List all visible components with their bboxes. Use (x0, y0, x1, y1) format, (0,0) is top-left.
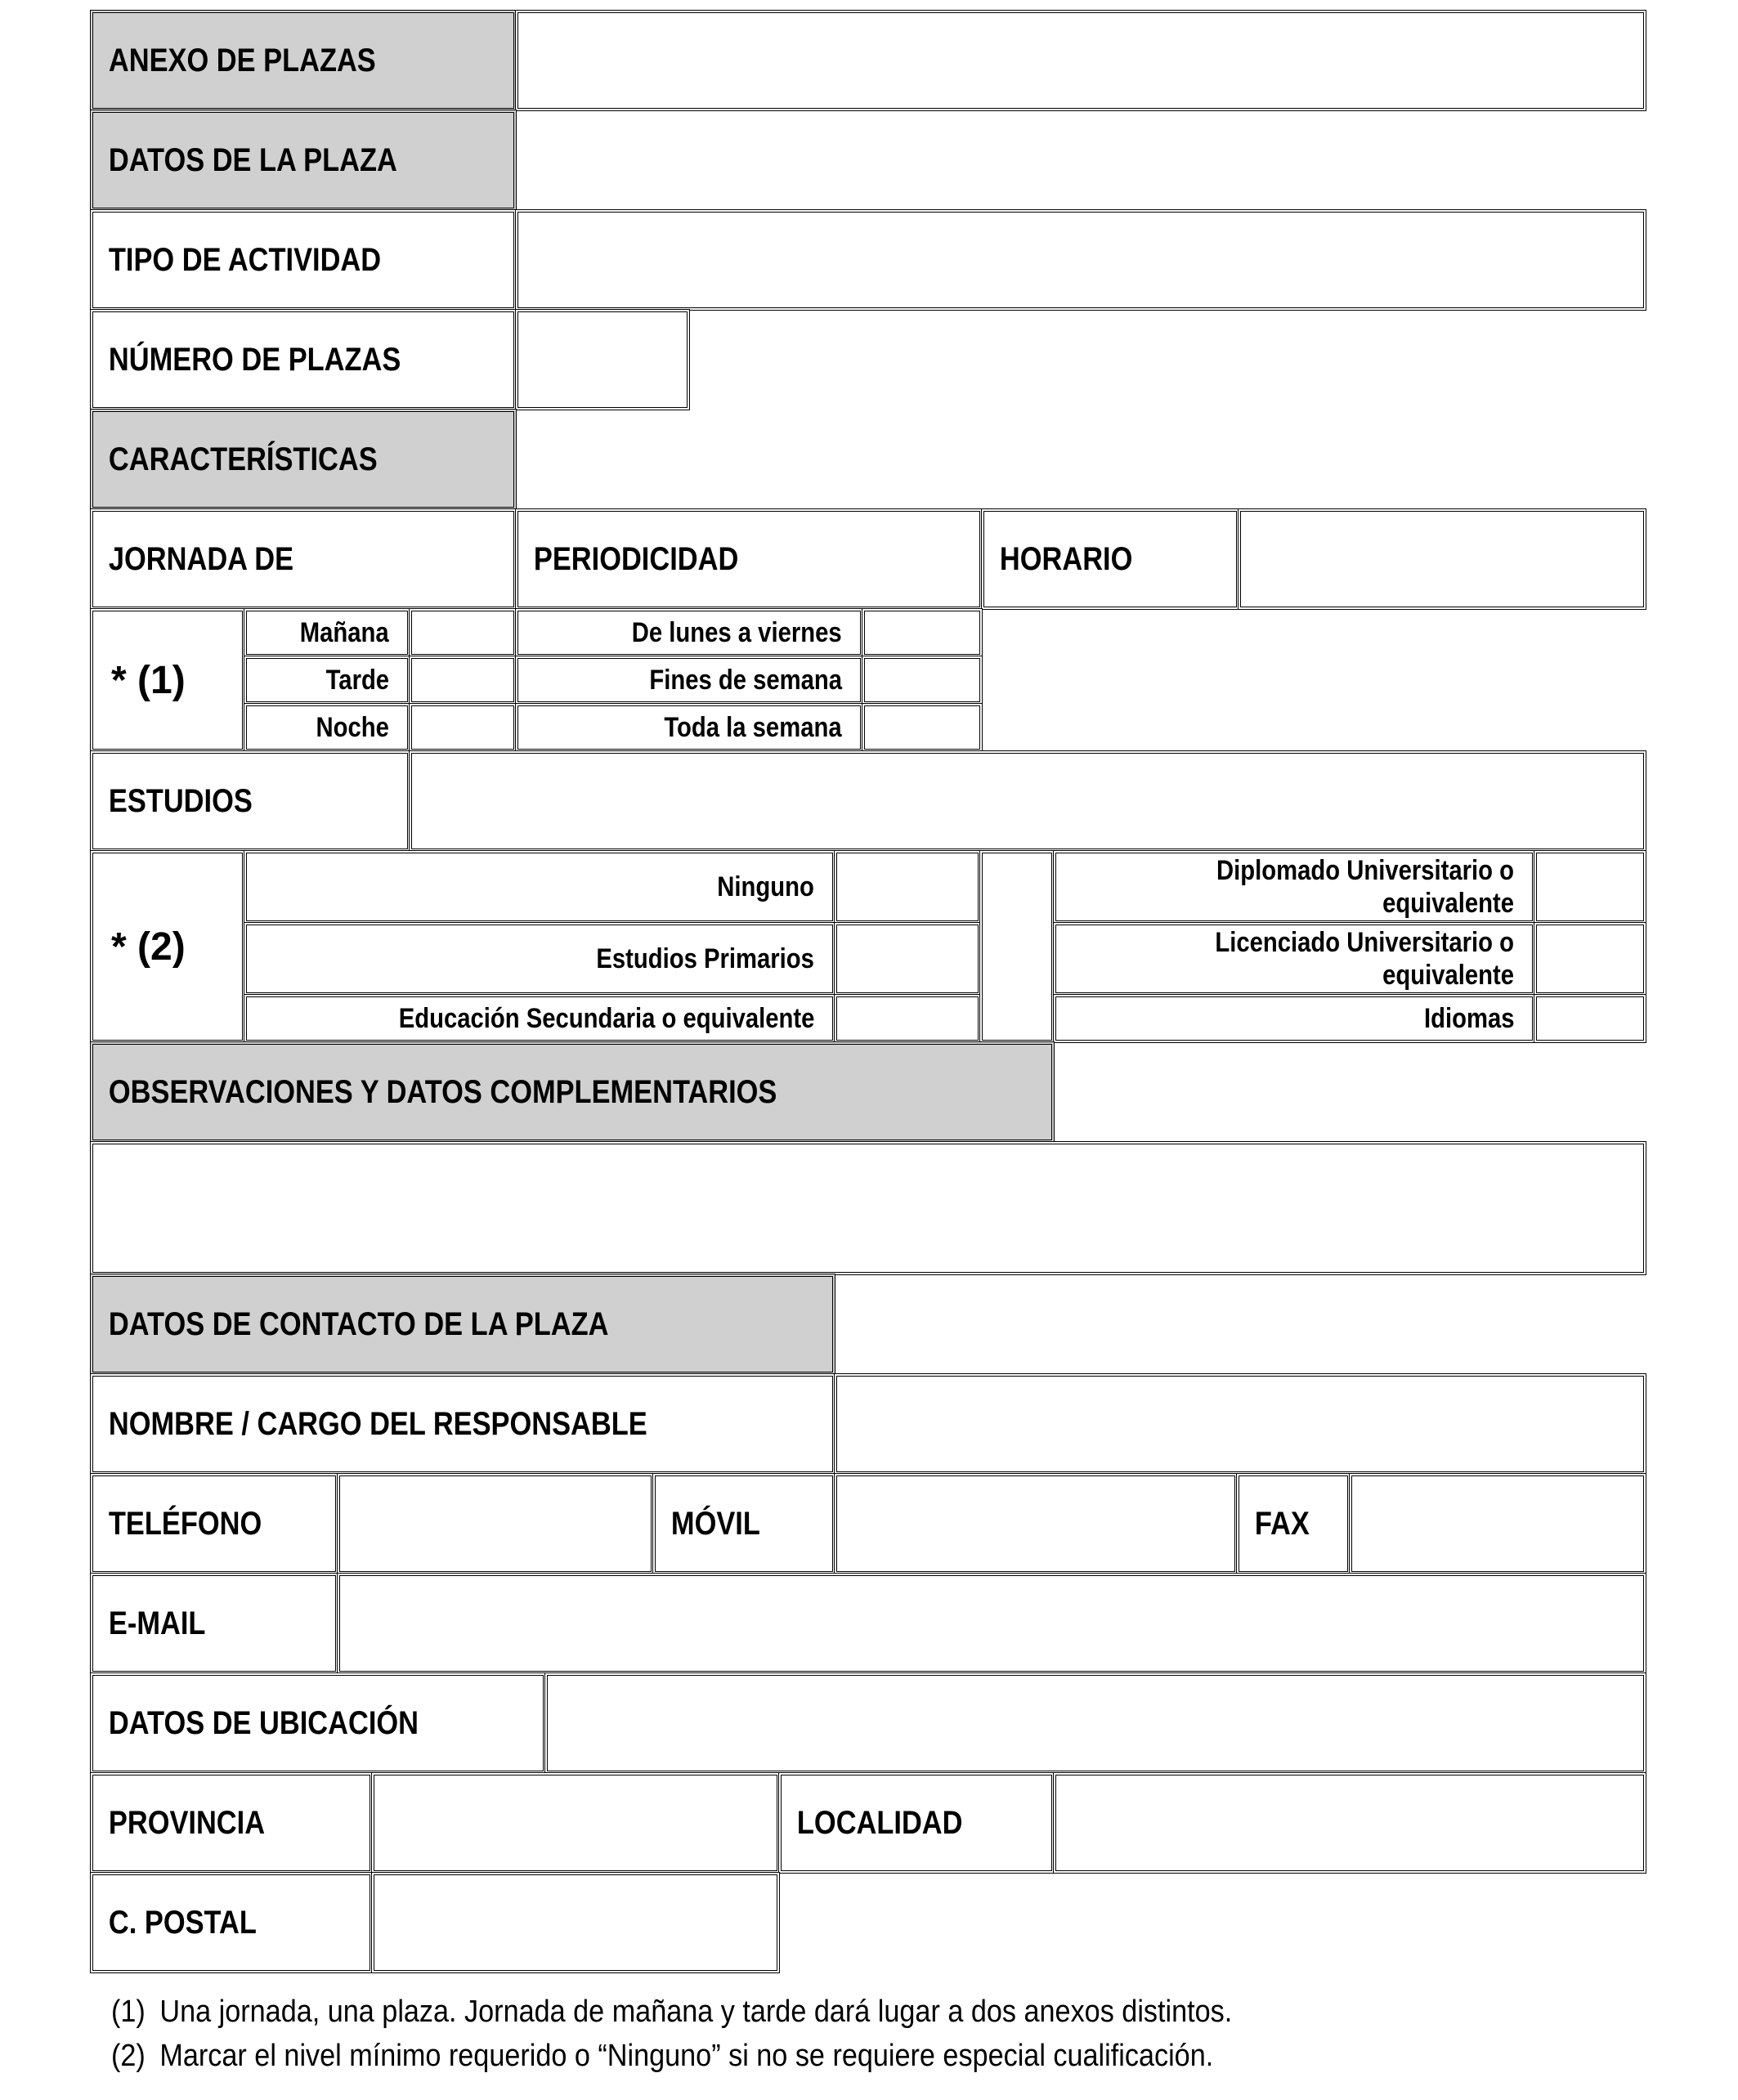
jornada-checkbox-manana[interactable] (409, 608, 517, 657)
nombre-cargo-label: NOMBRE / CARGO DEL RESPONSABLE (90, 1373, 835, 1475)
localidad-label: LOCALIDAD (778, 1772, 1055, 1874)
tipo-actividad-field[interactable] (515, 209, 1646, 311)
observaciones-label: OBSERVACIONES Y DATOS COMPLEMENTARIOS (90, 1041, 1055, 1143)
footnote-2-text: Marcar el nivel mínimo requerido o “Ninguno” si no se requiere especial cualificación. (159, 2039, 1214, 2073)
jornada-option-noche: Noche (244, 703, 410, 752)
estudios-checkbox-ninguno[interactable] (834, 850, 981, 924)
estudios-checkbox-diplomado[interactable] (1534, 850, 1646, 924)
movil-field[interactable] (834, 1473, 1238, 1574)
numero-plazas-field[interactable] (515, 309, 690, 410)
periodicidad-option-toda-semana: Toda la semana (515, 703, 863, 752)
anexo-plazas-label: ANEXO DE PLAZAS (90, 10, 517, 111)
anexo-plazas-field[interactable] (515, 10, 1646, 111)
estudios-option-diplomado: Diplomado Universitario o equivalente (1053, 850, 1535, 924)
periodicidad-option-lunes-viernes: De lunes a viernes (515, 608, 863, 657)
periodicidad-checkbox-lunes-viernes[interactable] (862, 608, 983, 657)
datos-ubicacion-field[interactable] (544, 1672, 1646, 1774)
periodicidad-option-fines-semana: Fines de semana (515, 656, 863, 705)
fax-field[interactable] (1349, 1473, 1646, 1574)
horario-field[interactable] (1238, 508, 1646, 610)
c-postal-field[interactable] (371, 1872, 780, 1973)
estudios-checkbox-licenciado[interactable] (1534, 922, 1646, 996)
movil-label: MÓVIL (652, 1473, 835, 1574)
horario-label: HORARIO (981, 508, 1239, 610)
jornada-option-manana: Mañana (244, 608, 410, 657)
footnote-2-number: (2) (111, 2039, 146, 2073)
localidad-field[interactable] (1053, 1772, 1646, 1874)
datos-plaza-label: DATOS DE LA PLAZA (90, 110, 517, 211)
jornada-label: JORNADA DE (90, 508, 517, 610)
estudios-option-idiomas: Idiomas (1053, 994, 1535, 1043)
footnote-1-text: Una jornada, una plaza. Jornada de mañana y tarde dará lugar a dos anexos distintos. (159, 1995, 1233, 2029)
jornada-checkbox-tarde[interactable] (409, 656, 517, 705)
estudios-option-licenciado: Licenciado Universitario o equivalente (1053, 922, 1535, 996)
email-label: E-MAIL (90, 1573, 338, 1674)
estudios-option-primarios: Estudios Primarios (244, 922, 835, 996)
provincia-field[interactable] (371, 1772, 780, 1874)
datos-ubicacion-label: DATOS DE UBICACIÓN (90, 1672, 546, 1774)
marker-1: * (1) (90, 608, 245, 752)
footnote-1 (111, 1995, 1232, 2030)
estudios-option-secundaria: Educación Secundaria o equivalente (244, 994, 835, 1043)
footnote-2 (111, 2039, 1213, 2074)
jornada-option-tarde: Tarde (244, 656, 410, 705)
footnote-1-number: (1) (111, 1995, 146, 2029)
periodicidad-checkbox-fines-semana[interactable] (862, 656, 983, 705)
marker-2: * (2) (90, 850, 245, 1043)
estudios-label: ESTUDIOS (90, 750, 410, 852)
estudios-checkbox-secundaria[interactable] (834, 994, 981, 1043)
c-postal-label: C. POSTAL (90, 1872, 373, 1973)
fax-label: FAX (1236, 1473, 1351, 1574)
tipo-actividad-label: TIPO DE ACTIVIDAD (90, 209, 517, 311)
telefono-field[interactable] (337, 1473, 654, 1574)
caracteristicas-label: CARACTERÍSTICAS (90, 409, 517, 510)
jornada-checkbox-noche[interactable] (409, 703, 517, 752)
email-field[interactable] (337, 1573, 1646, 1674)
datos-contacto-label: DATOS DE CONTACTO DE LA PLAZA (90, 1274, 835, 1375)
periodicidad-label: PERIODICIDAD (515, 508, 983, 610)
observaciones-field[interactable] (90, 1141, 1646, 1275)
estudios-checkbox-primarios[interactable] (834, 922, 981, 996)
estudios-field[interactable] (409, 750, 1646, 852)
estudios-spacer (979, 850, 1055, 1043)
estudios-option-ninguno: Ninguno (244, 850, 835, 924)
telefono-label: TELÉFONO (90, 1473, 338, 1574)
numero-plazas-label: NÚMERO DE PLAZAS (90, 309, 517, 410)
periodicidad-checkbox-toda-semana[interactable] (862, 703, 983, 752)
nombre-cargo-field[interactable] (834, 1373, 1646, 1475)
provincia-label: PROVINCIA (90, 1772, 373, 1874)
estudios-checkbox-idiomas[interactable] (1534, 994, 1646, 1043)
